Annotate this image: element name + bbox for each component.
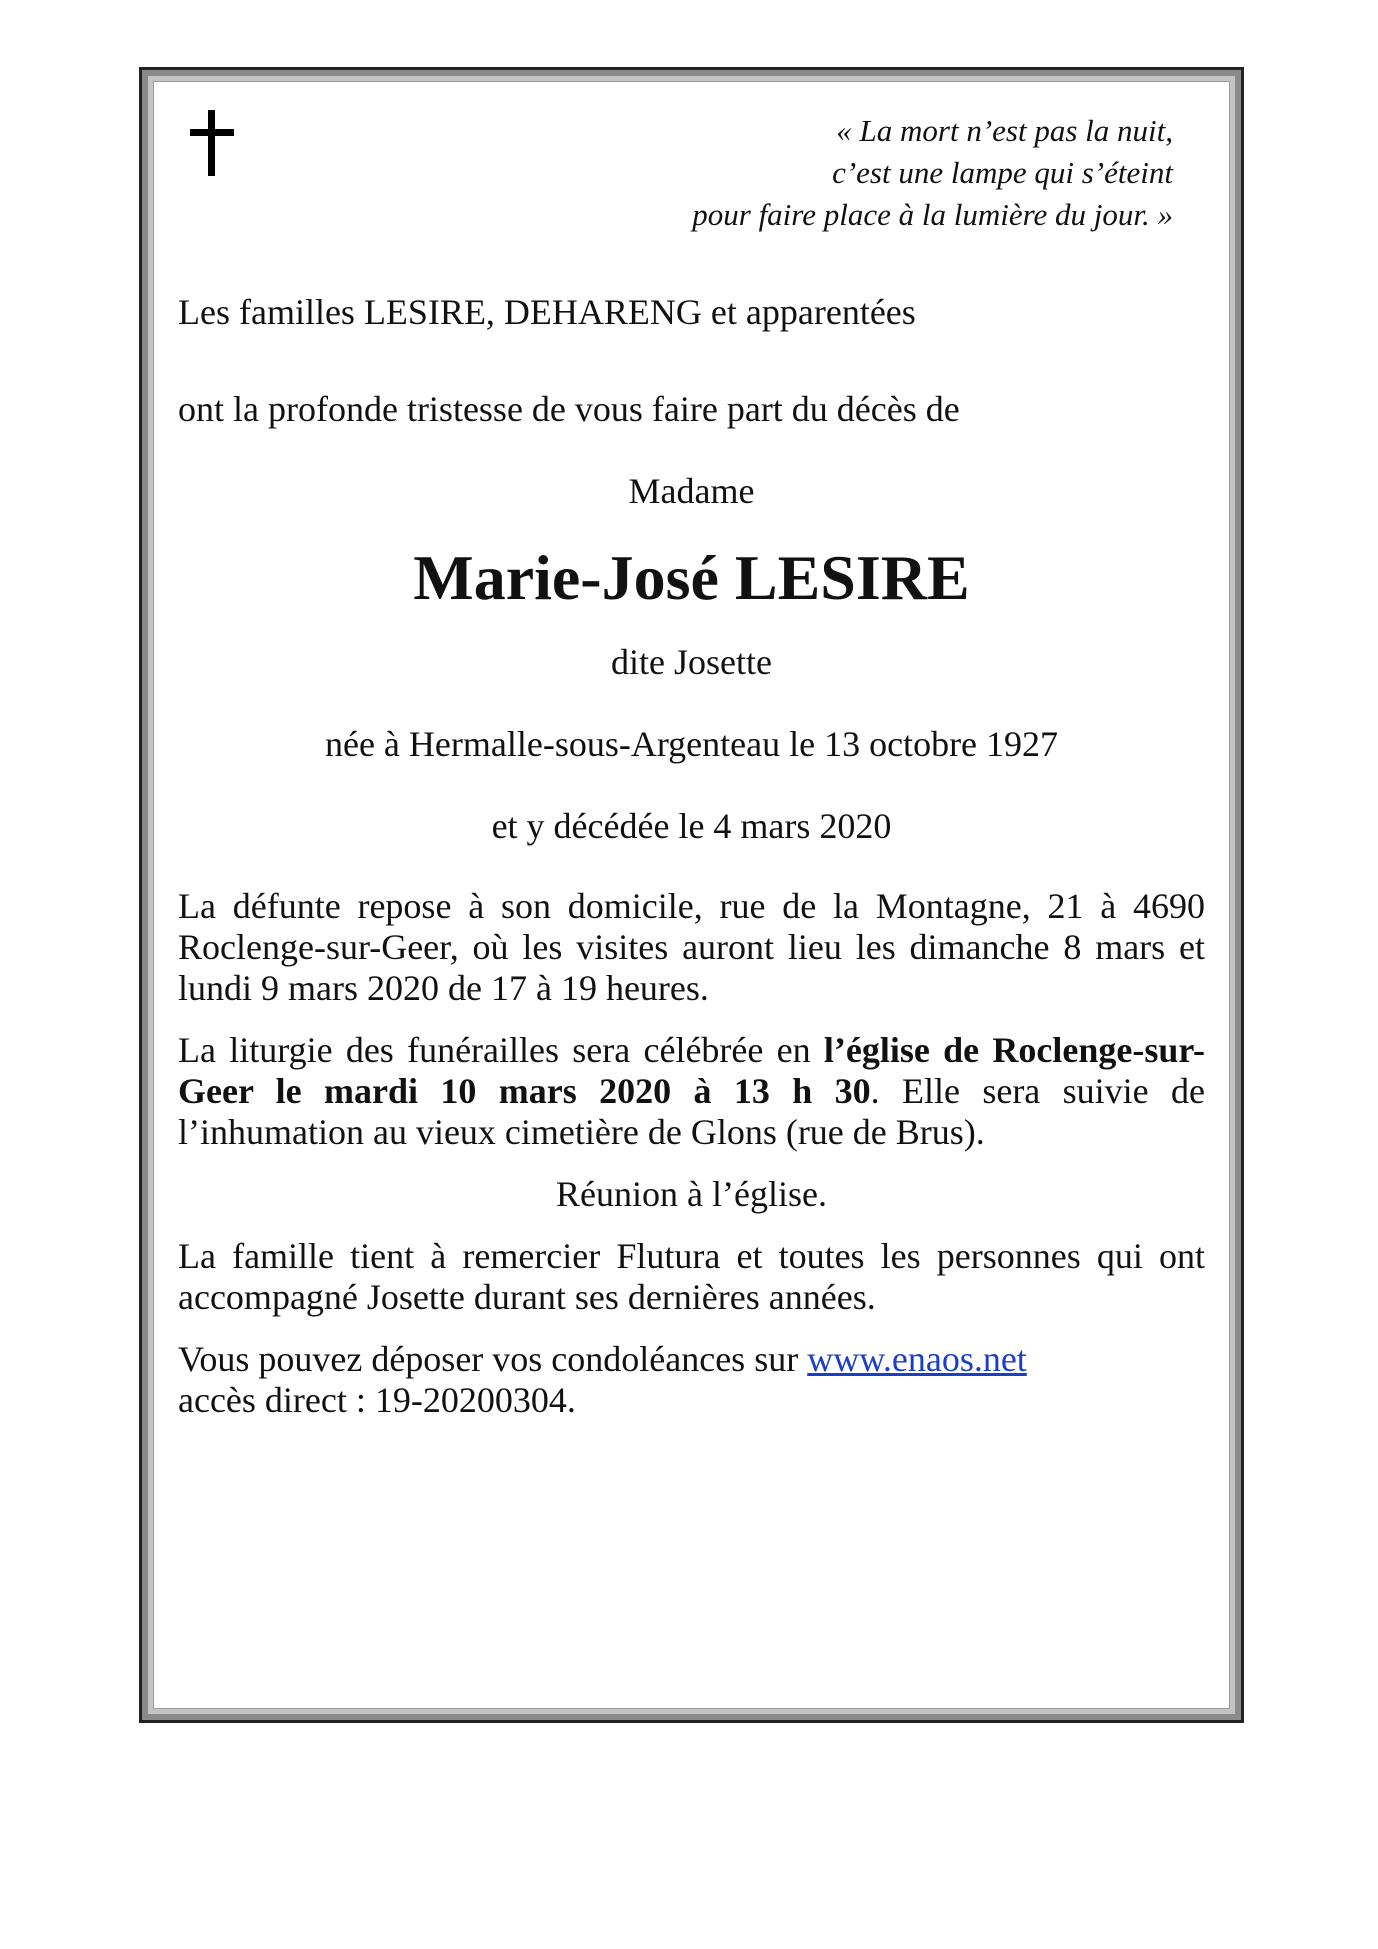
condolences-text-before: Vous pouvez déposer vos condoléances sur — [178, 1339, 808, 1379]
intro-line: ont la profonde tristesse de vous faire part du décès de — [178, 389, 960, 429]
quote-line-3: pour faire place à la lumière du jour. » — [692, 197, 1173, 232]
death-line: et y décédée le 4 mars 2020 — [491, 806, 892, 846]
deceased-name: Marie-José LESIRE — [413, 542, 970, 613]
quote-line-2: c’est une lampe qui s’éteint — [832, 155, 1173, 190]
nickname-line: dite Josette — [611, 642, 772, 682]
notice-body — [178, 292, 1205, 1421]
direct-access-line: accès direct : 19-20200304. — [178, 1380, 576, 1420]
quote-line-1: « La mort n’est pas la nuit, — [836, 113, 1173, 148]
epigraph-quote — [692, 110, 1173, 236]
funeral-text-before: La liturgie des funérailles sera célébrée en — [178, 1030, 824, 1070]
notice-content — [153, 81, 1230, 1709]
funeral-location-time: l’église de Roclenge-sur-Geer le mardi 10 mars 2020 à 13 h 30 — [178, 1030, 1205, 1111]
visitation-paragraph: La défunte repose à son domicile, rue de la Montagne, 21 à 4690 Roclenge-sur-Geer, où les visites auront lieu les dimanche 8 mars et lundi 9 mars 2020 de 17 à 19 heures. — [178, 886, 1205, 1008]
condolences-paragraph — [178, 1339, 1205, 1421]
meeting-line: Réunion à l’église. — [556, 1174, 827, 1214]
title-line: Madame — [628, 471, 755, 511]
thanks-paragraph: La famille tient à remercier Flutura et toutes les personnes qui ont accompagné Josette durant ses dernières années. — [178, 1236, 1205, 1317]
birth-line: née à Hermalle-sous-Argenteau le 13 octobre 1927 — [324, 724, 1059, 764]
funeral-paragraph — [178, 1030, 1205, 1153]
funeral-text-after: . Elle sera suivie de l’inhumation au vieux cimetière de Glons (rue de Brus). — [178, 1071, 1205, 1152]
families-line: Les familles LESIRE, DEHARENG et apparentées — [178, 292, 916, 332]
enaos-link[interactable]: www.enaos.net — [807, 1339, 1027, 1379]
frame-border — [148, 76, 1235, 1714]
notice-frame — [139, 67, 1244, 1723]
cross-icon — [190, 110, 234, 176]
